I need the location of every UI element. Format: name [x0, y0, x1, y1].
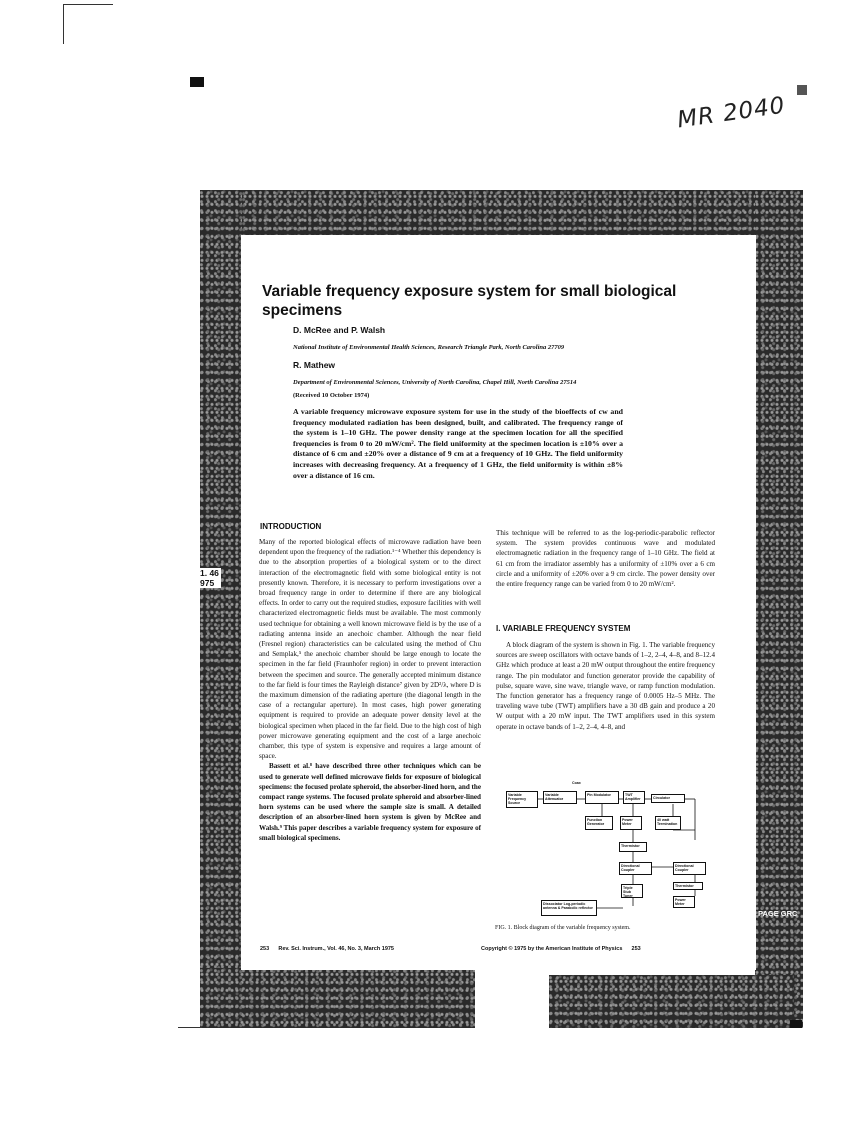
section1-heading: I. VARIABLE FREQUENCY SYSTEM	[496, 624, 631, 633]
block-variable-frequency-source: Variable Frequency Source	[506, 791, 538, 808]
block-antenna-reflector: Dissociator Log-periodic antenna & Parabolic reflector	[541, 900, 597, 916]
authors-2: R. Mathew	[293, 360, 336, 370]
left-column	[259, 537, 481, 843]
scan-border-right	[755, 190, 803, 1028]
block-directional-coupler-1: Directional Coupler	[619, 862, 652, 875]
paper-title: Variable frequency exposure system for small biological specimens	[262, 283, 677, 319]
scan-corner-line-vert	[63, 4, 64, 44]
scan-right-notch	[790, 1020, 802, 1028]
abstract: A variable frequency microwave exposure system for use in the study of the bioeffects of cw and frequency modulated radiation has been designed, built, and calibrated. The frequency range of the system is 1–10 GHz. The power density range at the specimen location for all the specified frequencies is from 0 to 20 mW/cm². The field uniformity at the specimen location is ±10% over a distance of 6 cm and ±20% over a distance of 9 cm at a frequency of 10 GHz. The field uniformity increases with decreasing frequency. At a frequency of 1 GHz, the field uniformity is within ±8% over a distance of 16 cm.	[293, 407, 623, 480]
margin-note: 1. 46 975	[200, 568, 219, 588]
block-pin-modulator: Pin Modulator	[585, 791, 619, 804]
block-termination: 40 watt Termination	[655, 816, 681, 830]
affiliation-1: National Institute of Environmental Health Sciences, Research Triangle Park, North Carolina 27709	[293, 344, 565, 351]
handwritten-note: MR 2040	[675, 92, 787, 134]
right-paragraph-1: This technique will be referred to as the log-periodic-parabolic reflector system. The system provides continuous wave and modulated electromagnetic radiation in the frequency range of 1–10 GHz. The field at 61 cm from the irradiator assembly has a uniformity of ±10% over a 6 cm circle and a uniformity of ±20% over a 9 cm circle. The power density over the entire frequency range can be varied from 0 to 20 mW/cm².	[496, 529, 715, 589]
affiliation-2: Department of Environmental Sciences, University of North Carolina, Chapel Hill, North Carolina 27514	[293, 379, 577, 386]
block-variable-attenuator: Variable Attenuator	[543, 791, 577, 804]
scan-border-bottom-left	[200, 968, 475, 1028]
scan-border-top	[203, 190, 803, 236]
block-directional-coupler-2: Directional Coupler	[673, 862, 706, 875]
block-triple-stub-tuner: Triple Stub Tuner	[621, 884, 643, 898]
intro-paragraph-1: Many of the reported biological effects of microwave radiation have been dependent upon the frequency of the radiation.¹⁻⁴ Whether this dependency is due to the absorption properties of a biological system or to the direct interaction of the electromagnetic field with some biological entity is not presently known. Therefore, it is necessary to perform investigations over a broad frequency range in order to determine if there are any biological effects. In order to carry out the required studies, exposure facilities with well characterized electromagnetic fields must be available. The most commonly used technique for obtaining a well known microwave field is by the use of a radiating antenna inside an anechoic chamber. Although the near field (Fresnel region) characteristics can be calculated using the method of Chu and Semplak,⁵ the anechoic chamber should be large enough to locate the specimen in the far field (Fraunhofer region) in order to prevent interaction between the specimen and source. The generally accepted minimum distance to the far field is four times the Rayleigh distance⁷ given by 2D²/λ, where D is the maximum dimension of the radiating aperture (the diagonal length in the case of a rectangular aperture). In most cases, high power generating equipment is required to provide an adequate power density level at the biological specimen when placed in the far field. Due to the high cost of high power microwave generating equipment and the cost of a large anechoic chamber, this type of system is expensive and requires a large amount of space.	[259, 538, 481, 761]
block-thermistor-1: Thermistor	[619, 842, 647, 852]
authors-1: D. McRee and P. Walsh	[293, 325, 386, 335]
received-date: (Received 10 October 1974)	[293, 392, 370, 399]
scan-mark-black	[190, 77, 204, 87]
scan-border-bottom-right	[549, 975, 794, 1028]
scan-corner-line	[63, 4, 113, 5]
block-function-generator: Function Generator	[585, 816, 613, 830]
scan-bottom-line	[178, 1027, 202, 1028]
right-column-section1	[496, 640, 715, 732]
right-column-top	[496, 528, 715, 589]
block-power-meter-1: Power Meter	[620, 816, 642, 830]
scan-mark-right	[797, 85, 807, 95]
block-circulator: Circulator	[651, 794, 685, 803]
figure-1-caption: FIG. 1. Block diagram of the variable frequency system.	[495, 925, 631, 931]
section1-paragraph-1: A block diagram of the system is shown in Fig. 1. The variable frequency sources are sweep oscillators with octave bands of 1–2, 2–4, 4–8, and 8–12.4 GHz which produce at least a 20 mW output throughout the entire frequency range. The pin modulator and function generator provide the capability of pulse, square wave, sine wave, triangle wave, or ramp function modulation. The function generator has a frequency range of 0.0005 Hz–5 MHz. The traveling wave tube (TWT) amplifiers have a 30 dB gain and produce a 20 W output with a 20 mW input. The TWT amplifiers used in this system operate in octave bands of 1–2, 2–4, 4–8, and	[496, 641, 715, 731]
footer-right: Copyright © 1975 by the American Institute of Physics 253	[481, 946, 641, 952]
intro-paragraph-2: Bassett et al.⁸ have described three other techniques which can be used to generate well defined microwave fields for exposure of biological specimens: the focused prolate spheroid, the absorber-lined horn, and the compact range systems. The focused prolate spheroid and absorber-lined horn systems can be used where the sample size is small. A detailed description of an absorber-lined horn system is given by McRee and Walsh.⁹ This paper describes a variable frequency system for exposure of small biological specimens.	[259, 762, 481, 842]
block-power-meter-2: Power Meter	[673, 896, 695, 908]
footer-left: 253 Rev. Sci. Instrum., Vol. 46, No. 3, March 1975	[260, 946, 394, 952]
scan-border-left	[200, 190, 242, 1028]
page-group-label: PAGE GRC	[758, 909, 798, 918]
intro-heading: INTRODUCTION	[260, 522, 322, 531]
block-coax-label: Coax	[572, 781, 581, 785]
figure-1-block-diagram	[505, 780, 721, 920]
block-thermistor-2: Thermistor	[673, 882, 703, 890]
block-twt-amplifier: TWT Amplifier	[623, 791, 645, 804]
